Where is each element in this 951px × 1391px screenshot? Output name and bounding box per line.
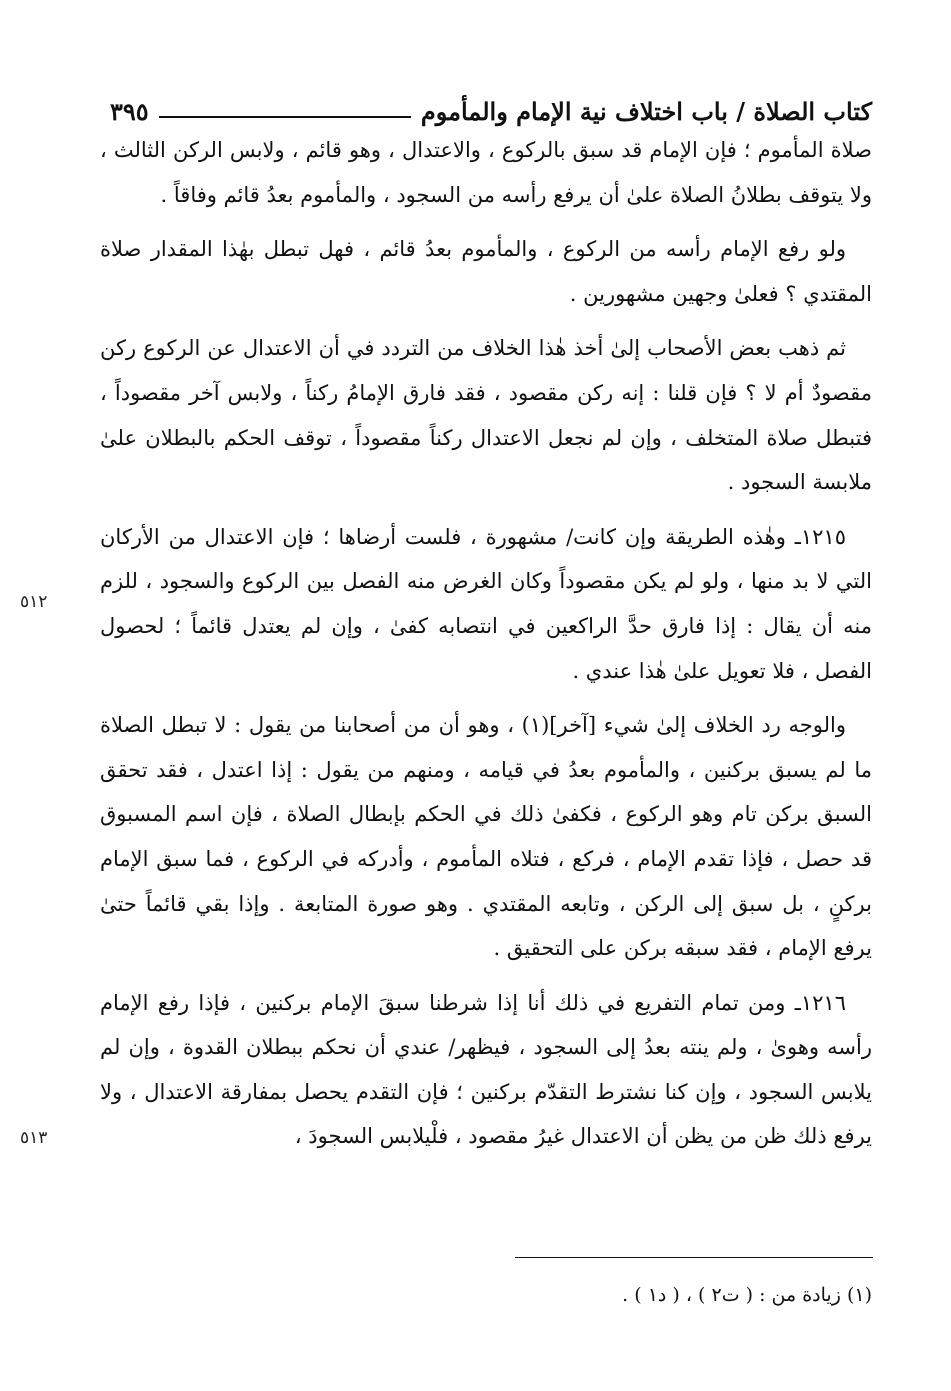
paragraph-4: ١٢١٥ـ وهٰذه الطريقة وإن كانت/ مشهورة ، فلست أرضاها ؛ فإن الاعتدال من الأركان التي لا بد منها ، ولو لم يكن مقصوداً وكان الغرض منه الفصل بين الركوع والسجود ، للزم منه أن يقال : إذا فارق حدَّ الراكعين في انتصابه كفىٰ ، وإن لم يعتدل قائماً ؛ لحصول الفصل ، فلا تعويل علىٰ هٰذا عندي .: [100, 524, 872, 683]
chapter-title: كتاب الصلاة / باب اختلاف نية الإمام والمأموم: [420, 97, 872, 126]
paragraph-1: صلاة المأموم ؛ فإن الإمام قد سبق بالركوع ، والاعتدال ، وهو قائم ، ولابس الركن الثالث ، ولا يتوقف بطلانُ الصلاة علىٰ أن يرفع رأسه من السجود ، والمأموم بعدُ قائم وفاقاً .: [100, 138, 872, 207]
main-text: [100, 128, 872, 1169]
margin-folio-512: ٥١٢: [20, 592, 48, 612]
paragraph-3: ثم ذهب بعض الأصحاب إلىٰ أخذ هٰذا الخلاف من التردد في أن الاعتدال عن الركوع ركن مقصودٌ أم لا ؟ فإن قلنا : إنه ركن مقصود ، فقد فارق الإمامُ ركناً ، ولابس آخر مقصوداً ، فتبطل صلاة المتخلف ، وإن لم نجعل الاعتدال ركناً مقصوداً ، توقف الحكم بالبطلان علىٰ ملابسة السجود .: [100, 336, 872, 495]
page-number: ٣٩٥: [110, 97, 149, 126]
footnote-number: (١): [846, 1284, 872, 1306]
paragraph-5: والوجه رد الخلاف إلىٰ شيء [آخر](١) ، وهو أن من أصحابنا من يقول : لا تبطل الصلاة ما لم يسبق بركنين ، والمأموم بعدُ في قيامه ، ومنهم من يقول : إذا اعتدل ، فقد تحقق السبق بركن تام وهو الركوع ، فكفىٰ ذلك في الحكم بإبطال الصلاة ، فإن اسم المسبوق قد حصل ، فإذا تقدم الإمام ، فركع ، فتلاه المأموم ، وأدركه في الركوع ، فما سبق الإمام بركنٍ ، بل سبق إلى الركن ، وتابعه المقتدي . وهو صورة المتابعة . وإذا بقي قائماً حتىٰ يرفع الإمام ، فقد سبقه بركن على التحقيق .: [100, 713, 872, 961]
paragraph-2: ولو رفع الإمام رأسه من الركوع ، والمأموم بعدُ قائم ، فهل تبطل بهٰذا المقدار صلاة المقتدي ؟ فعلىٰ وجهين مشهورين .: [100, 237, 872, 306]
margin-folio-513: ٥١٣: [20, 1128, 48, 1148]
paragraph-6: ١٢١٦ـ ومن تمام التفريع في ذلك أنا إذا شرطنا سبقَ الإمام بركنين ، فإذا رفع الإمام رأسه وهوىٰ ، ولم ينته بعدُ إلى السجود ، فيظهر/ عندي أن نحكم ببطلان القدوة ، وإن لم يلابس السجود ، وإن كنا نشترط التقدّم بركنين ؛ فإن التقدم يحصل بمفارقة الاعتدال ، ولا يرفع ذلك ظن من يظن أن الاعتدال غيرُ مقصود ، فلْيلابس السجودَ ،: [100, 990, 872, 1149]
footnote-rule: [515, 1257, 873, 1258]
footnote-text: زيادة من : ( ت٢ ) ، ( د١ ) .: [622, 1284, 841, 1306]
footnote: [100, 1284, 872, 1306]
running-header: [110, 82, 872, 126]
header-rule: [159, 116, 411, 118]
